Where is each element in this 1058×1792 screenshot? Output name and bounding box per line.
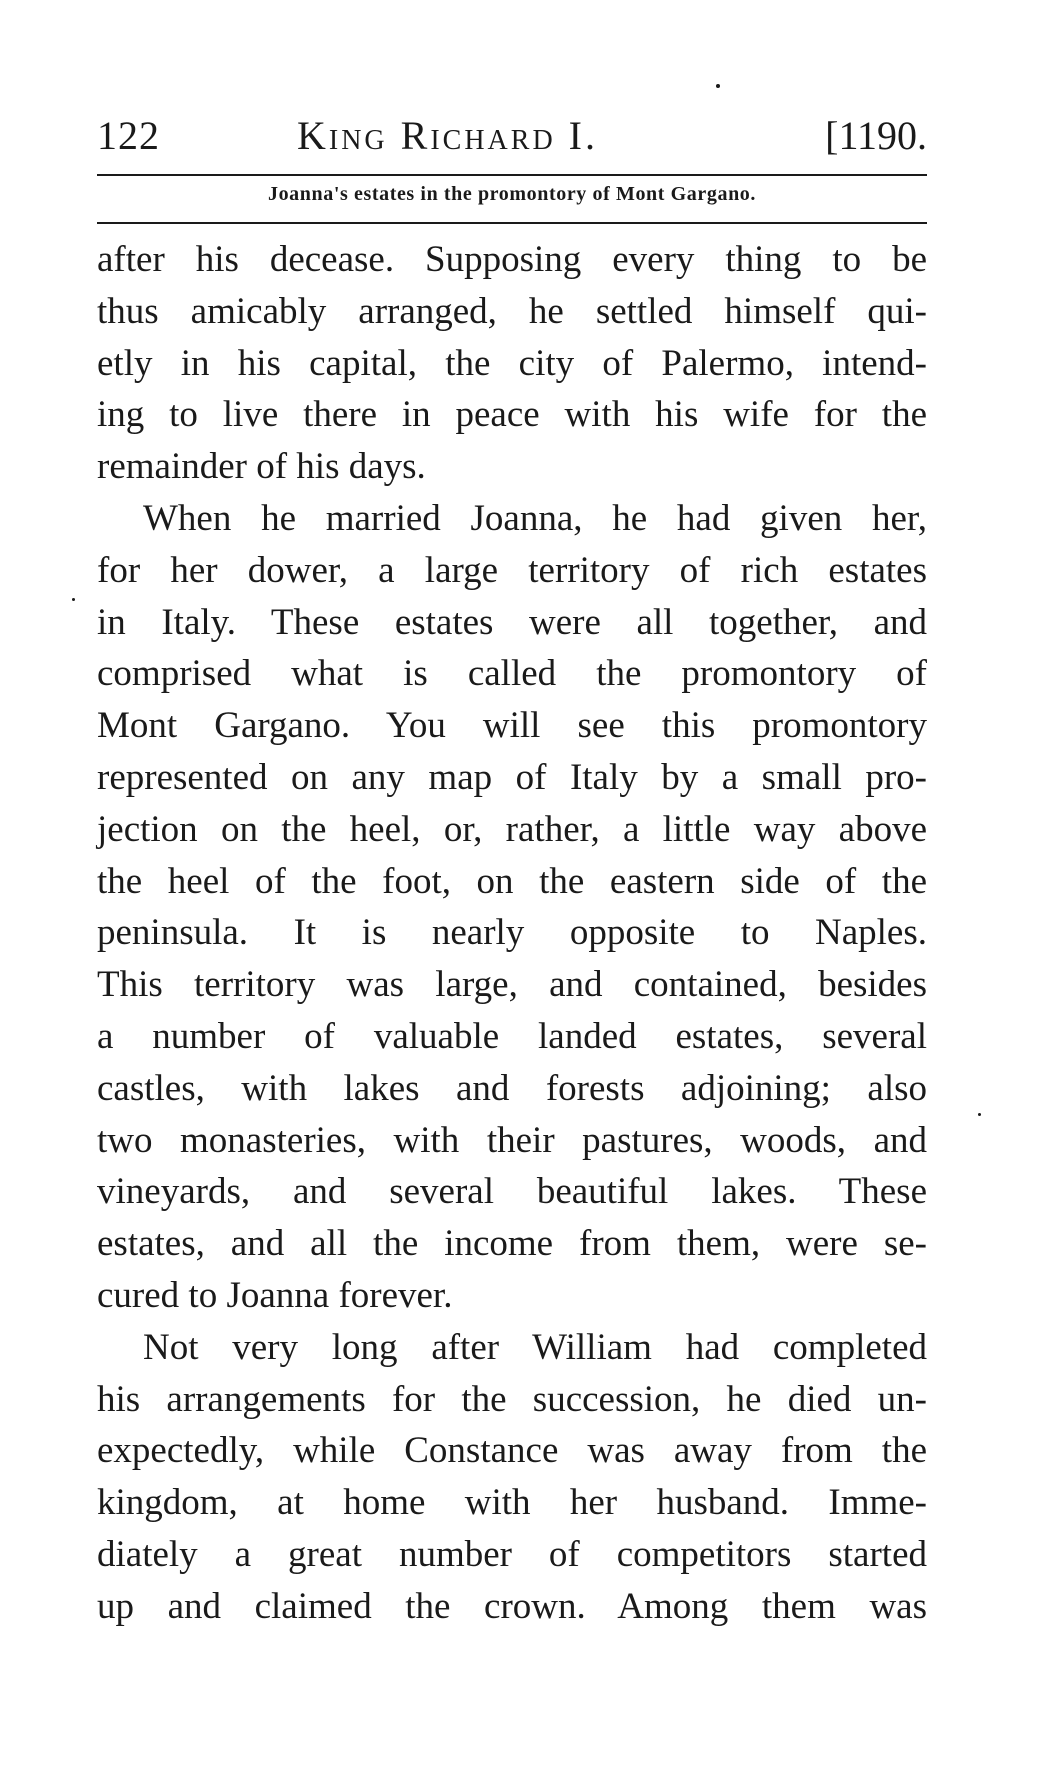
header-rule-bottom [97, 222, 927, 224]
paragraph [97, 1322, 927, 1633]
text-line: kingdom, at home with her husband. Imme- [97, 1482, 927, 1524]
section-subtitle: Joanna's estates in the promontory of Mont Gargano. [267, 183, 756, 205]
text-line: When he married Joanna, he had given her, [143, 497, 927, 539]
text-line: peninsula. It is nearly opposite to Naples. [97, 912, 927, 954]
text-line: ing to live there in peace with his wife for the [97, 394, 927, 436]
text-line: estates, and all the income from them, were se- [97, 1223, 927, 1265]
ink-speck [978, 1113, 981, 1116]
text-line: Not very long after William had completed [143, 1326, 927, 1368]
paragraph [97, 493, 927, 1322]
header-rule-top [97, 174, 927, 176]
text-line: for her dower, a large territory of rich estates [97, 549, 927, 591]
text-line: the heel of the foot, on the eastern side of the [97, 860, 927, 902]
running-title: King Richard I. [297, 113, 598, 158]
text-line: thus amicably arranged, he settled himself qui- [97, 290, 927, 332]
page-number: 122 [97, 113, 160, 158]
paragraph [97, 234, 927, 493]
text-line: expectedly, while Constance was away from the [97, 1430, 927, 1472]
text-line: cured to Joanna forever. [97, 1274, 453, 1316]
ink-speck [716, 84, 720, 88]
text-line: a number of valuable landed estates, several [97, 1015, 927, 1057]
text-line: castles, with lakes and forests adjoining; also [97, 1067, 927, 1109]
text-line: in Italy. These estates were all together, and [97, 601, 927, 643]
text-line: two monasteries, with their pastures, woods, and [97, 1119, 927, 1161]
text-line: This territory was large, and contained, besides [97, 964, 927, 1006]
text-line: represented on any map of Italy by a small pro- [97, 756, 927, 798]
text-line: vineyards, and several beautiful lakes. These [97, 1171, 927, 1213]
text-line: after his decease. Supposing every thing to be [97, 239, 927, 280]
text-line: diately a great number of competitors started [97, 1533, 927, 1575]
text-line: jection on the heel, or, rather, a little way above [97, 808, 927, 850]
text-line: Mont Gargano. You will see this promontory [97, 705, 927, 747]
text-line: his arrangements for the succession, he died un- [97, 1378, 927, 1420]
text-line: etly in his capital, the city of Palermo, intend- [97, 342, 927, 384]
text-line: comprised what is called the promontory of [97, 653, 927, 695]
running-header [97, 112, 927, 164]
body-text [97, 234, 927, 1633]
ink-speck [72, 598, 75, 601]
text-line: up and claimed the crown. Among them was [97, 1585, 927, 1627]
year-marker: [1190. [825, 113, 927, 158]
text-line: remainder of his days. [97, 446, 426, 488]
